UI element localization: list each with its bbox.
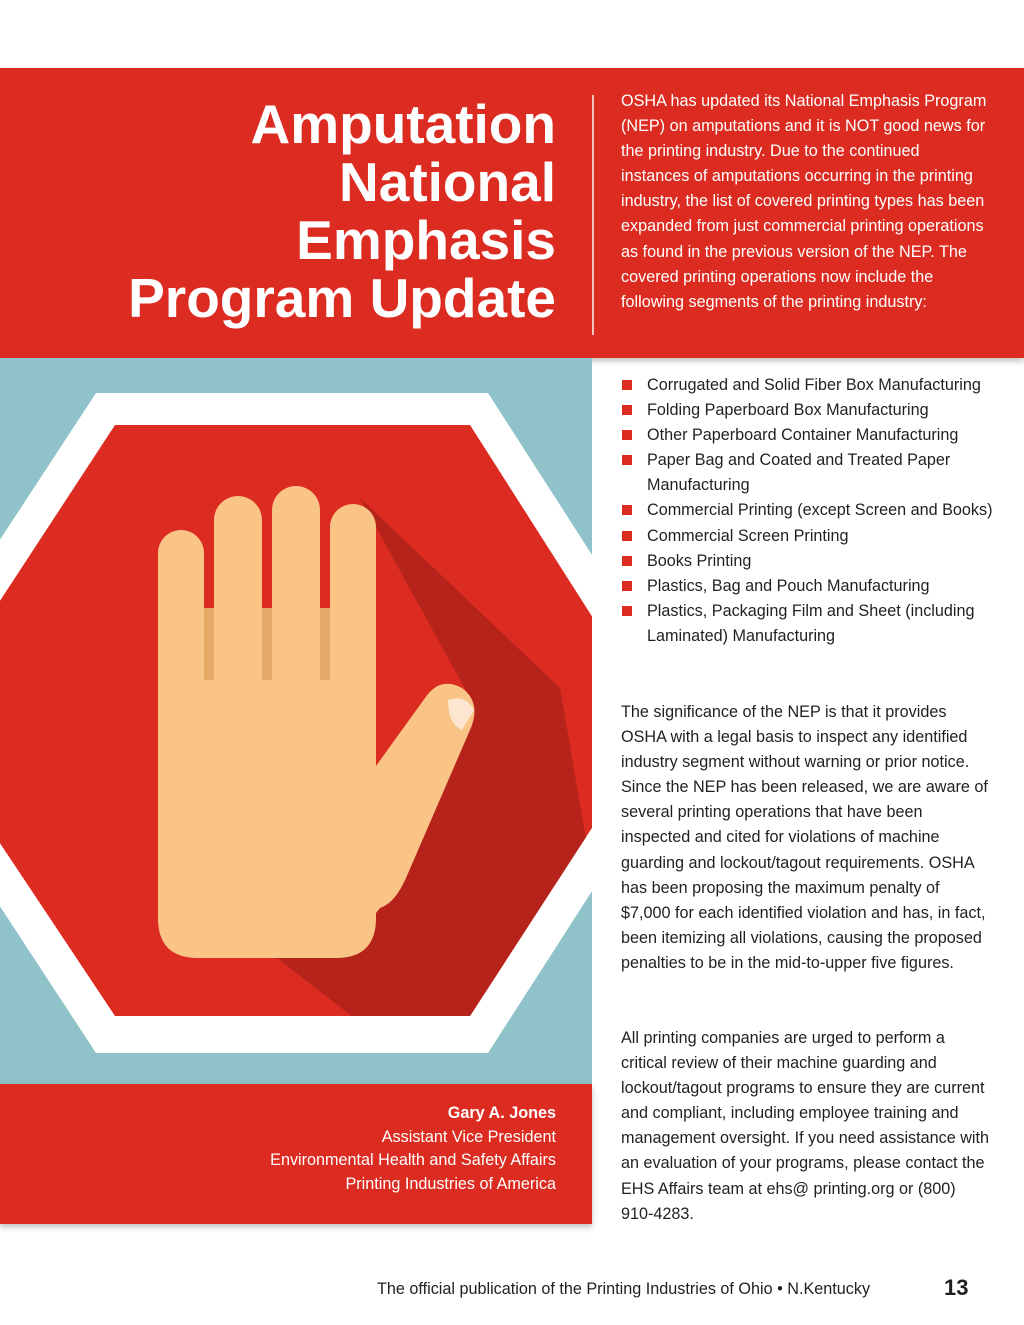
header-divider — [592, 95, 594, 335]
list-item — [621, 498, 996, 523]
list-item — [621, 549, 996, 574]
bullet-square-icon — [622, 531, 632, 541]
list-item — [621, 524, 996, 549]
page-number: 13 — [944, 1275, 969, 1300]
list-item-text: Books Printing — [647, 551, 752, 570]
body-paragraph-significance: The significance of the NEP is that it provides OSHA with a legal basis to inspect any identified industry segment without warning or prior notice. Since the NEP has been released, we are aware of several printing operations that have been inspected and cited for violations of machine guarding and lockout/tagout requirements. OSHA has been proposing the maximum penalty of $7,000 for each identified violation and has, in fact, been itemizing all violations, causing the proposed penalties to be in the mid-to-upper five figures. — [621, 703, 988, 972]
list-item-text: Commercial Printing (except Screen and Books) — [647, 501, 993, 520]
title-line: Program Update — [128, 267, 556, 329]
list-item — [621, 574, 996, 599]
bullet-square-icon — [622, 430, 632, 440]
bullet-square-icon — [622, 380, 632, 390]
list-item-text: Plastics, Bag and Pouch Manufacturing — [647, 576, 930, 595]
title-line: Emphasis — [296, 209, 556, 271]
article-title — [16, 95, 556, 327]
body-paragraph-recommendation: All printing companies are urged to perform a critical review of their machine guarding and lockout/tagout programs to ensure they are current and compliant, including employee training and management oversight. If you need assistance with an evaluation of your programs, please contact the EHS Affairs team at ehs@ printing.org or (800) 910-4283. — [621, 1029, 990, 1223]
list-item-text: Corrugated and Solid Fiber Box Manufacturing — [647, 376, 981, 394]
bullet-square-icon — [622, 505, 632, 515]
title-line: Amputation — [250, 93, 556, 155]
list-item — [621, 398, 996, 423]
list-item — [621, 373, 996, 398]
author-byline — [56, 1102, 556, 1196]
bullet-square-icon — [622, 606, 632, 616]
list-item-text: Commercial Screen Printing — [647, 526, 849, 545]
list-item — [621, 423, 996, 448]
segment-list — [621, 373, 996, 649]
bullet-square-icon — [622, 581, 632, 591]
stop-hand-icon — [0, 358, 592, 1084]
list-item — [621, 599, 996, 649]
author-title: Assistant Vice President — [381, 1127, 556, 1146]
intro-paragraph: OSHA has updated its National Emphasis Program (NEP) on amputations and it is NOT good news for the printing industry. Due to the continued instances of amputations occurring in the printing industry, the list of covered printing types has been expanded from just commercial printing operations as found in the previous version of the NEP. The covered printing operations now include the following segments of the printing industry: — [621, 92, 987, 311]
title-line: National — [339, 151, 556, 213]
list-item-text: Plastics, Packaging Film and Sheet (including Laminated) Manufacturing — [647, 601, 975, 645]
bullet-square-icon — [622, 455, 632, 465]
bullet-square-icon — [622, 556, 632, 566]
list-item-text: Paper Bag and Coated and Treated Paper Manufacturing — [647, 451, 951, 495]
author-name: Gary A. Jones — [447, 1104, 556, 1122]
list-item-text: Folding Paperboard Box Manufacturing — [647, 401, 929, 420]
list-item — [621, 448, 996, 498]
bullet-square-icon — [622, 405, 632, 415]
author-organization: Printing Industries of America — [345, 1174, 556, 1193]
list-item-text: Other Paperboard Container Manufacturing — [647, 426, 959, 445]
author-department: Environmental Health and Safety Affairs — [270, 1151, 556, 1169]
footer-publication: The official publication of the Printing Industries of Ohio • N.Kentucky — [377, 1280, 871, 1298]
